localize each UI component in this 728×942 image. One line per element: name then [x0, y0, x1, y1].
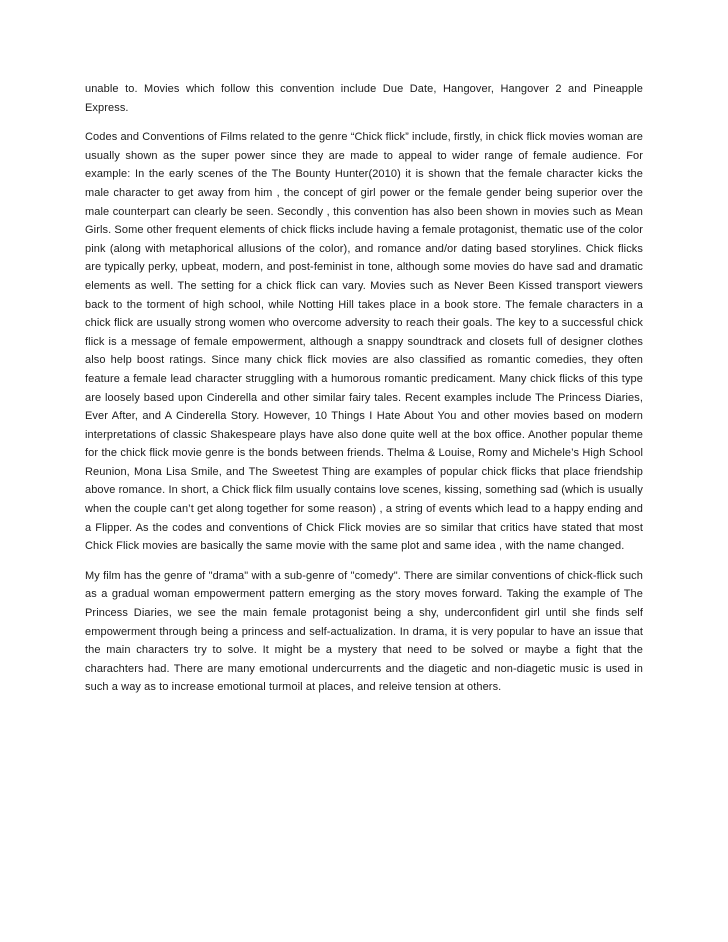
paragraph-conventions-intro: unable to. Movies which follow this convention include Due Date, Hangover, Hangover 2 and Pineapple Express. — [85, 83, 643, 114]
paragraph-chick-flick-conventions: Codes and Conventions of Films related to the genre “Chick flick” include, firstly, in chick flick movies woman are usually shown as the super power since they are made to appeal to wider range of female audience. For example: In the early scenes of the The Bounty Hunter(2010) it is shown that the female character kicks the male character to get away from him , the concept of girl power or the female gender being superior over the male counterpart can clearly be seen. Secondly , this convention has also been shown in movies such as Mean Girls. Some other frequent elements of chick flicks include having a female protagonist, thematic use of the color pink (along with metaphorical allusions of the color), and romance and/or dating based storylines. Chick flicks are typically perky, upbeat, modern, and post-feminist in tone, although some movies do have sad and dramatic elements as well. The setting for a chick flick can vary. Movies such as Never Been Kissed transport viewers back to the torment of high school, while Notting Hill takes place in a book store. The female characters in a chick flick are usually strong women who overcome adversity to reach their goals. The key to a successful chick flick is a message of female empowerment, although a snappy soundtrack and closets full of designer clothes also help boost ratings. Since many chick flick movies are also classified as romantic comedies, they often feature a female lead character struggling with a humorous romantic predicament. Many chick flicks of this type are loosely based upon Cinderella and other similar fairy tales. Recent examples include The Princess Diaries, Ever After, and A Cinderella Story. However, 10 Things I Hate About You and other movies based on modern interpretations of classic Shakespeare plays have also done quite well at the box office. Another popular theme for the chick flick movie genre is the bonds between friends. Thelma & Louise, Romy and Michele’s High School Reunion, Mona Lisa Smile, and The Sweetest Thing are examples of popular chick flicks that place friendship above romance. In short, a Chick flick film usually contains love scenes, kissing, something sad (which is usually when the couple can’t get along together for some reason) , a string of events which lead to a happy ending and a Flipper. As the codes and conventions of Chick Flick movies are so similar that critics have stated that most Chick Flick movies are basically the same movie with the same plot and same idea , with the name changed. — [85, 131, 644, 553]
document-page — [85, 80, 643, 708]
paragraph-my-film-genre: My film has the genre of "drama" with a sub-genre of "comedy". There are similar conventions of chick-flick such as a gradual woman empowerment pattern emerging as the story moves forward. Taking the example of The Princess Diaries, we see the main female protagonist being a shy, underconfident girl until she finds self empowerment through being a princess and self-actualization. In drama, it is very popular to have an issue that the main characters try to solve. It might be a mystery that need to be solved or maybe a fight that the charachters had. There are many emotional undercurrents and the diagetic and non-diagetic music is used in such a way as to increase emotional turmoil at places, and releive tension at others. — [85, 569, 643, 694]
